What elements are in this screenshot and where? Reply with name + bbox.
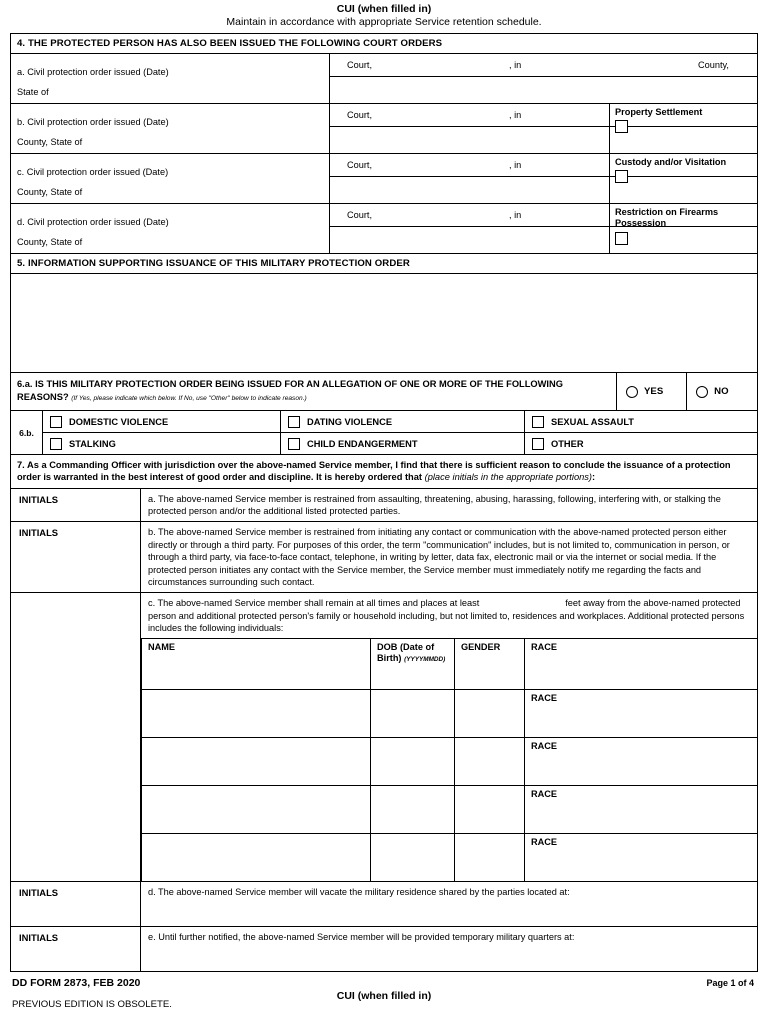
county-label-a: County, bbox=[698, 60, 729, 70]
section-6b-options-grid bbox=[43, 411, 757, 454]
provision-c-container bbox=[141, 593, 757, 880]
property-settlement-checkbox[interactable] bbox=[615, 120, 628, 133]
option-child-endangerment[interactable] bbox=[280, 433, 524, 454]
firearms-restriction-panel bbox=[609, 204, 757, 253]
checkbox-sexual-assault-icon[interactable] bbox=[532, 416, 544, 428]
column-header-dob-label: DOB (Date of Birth) bbox=[377, 641, 435, 663]
radio-no-icon[interactable] bbox=[696, 386, 708, 398]
cui-banner-top: CUI (when filled in) bbox=[336, 3, 432, 15]
custody-visitation-checkbox[interactable] bbox=[615, 170, 628, 183]
form-identifier: DD FORM 2873, FEB 2020 bbox=[12, 976, 141, 989]
section-6a bbox=[11, 373, 757, 411]
section-6b-tag: 6.b. bbox=[11, 411, 43, 454]
section-6a-no-option[interactable] bbox=[687, 373, 757, 410]
section-7-heading bbox=[11, 455, 757, 489]
court-order-a-input[interactable] bbox=[330, 77, 757, 103]
provision-row-b bbox=[11, 522, 757, 593]
radio-yes-icon[interactable] bbox=[626, 386, 638, 398]
initials-field-a[interactable]: INITIALS bbox=[11, 489, 141, 522]
section-6b bbox=[11, 411, 757, 455]
in-label-b: , in bbox=[509, 110, 522, 120]
document-footer bbox=[10, 977, 758, 1019]
previous-edition-notice: PREVIOUS EDITION IS OBSOLETE. bbox=[12, 998, 172, 1010]
section-6a-note: (If Yes, please indicate which below. If No, use "Other" below to indicate reason.) bbox=[71, 394, 307, 402]
option-dating-violence-label: DATING VIOLENCE bbox=[307, 416, 393, 427]
court-order-row-b bbox=[11, 104, 757, 154]
in-label-d: , in bbox=[509, 210, 522, 220]
section-7-heading-italic: (place initials in the appropriate portions) bbox=[424, 472, 593, 483]
property-settlement-panel bbox=[609, 104, 757, 153]
column-header-gender: GENDER bbox=[455, 639, 525, 689]
cell-dob[interactable] bbox=[371, 786, 455, 833]
form-frame bbox=[10, 33, 758, 972]
cell-gender[interactable] bbox=[455, 786, 525, 833]
table-row bbox=[142, 689, 757, 737]
provision-row-c bbox=[11, 593, 757, 881]
table-header-row bbox=[142, 639, 757, 689]
provision-row-d bbox=[11, 882, 757, 927]
cell-name[interactable] bbox=[142, 786, 371, 833]
provision-a-text: a. The above-named Service member is restrained from assaulting, threatening, abusing, harassing, following, interfering with, or stalking the protected person and/or the additional listed protected parties. bbox=[148, 493, 721, 516]
retention-notice: Maintain in accordance with appropriate Service retention schedule. bbox=[226, 16, 542, 28]
option-stalking-label: STALKING bbox=[69, 438, 116, 449]
table-row bbox=[142, 737, 757, 785]
initials-field-d[interactable]: INITIALS bbox=[11, 882, 141, 926]
cell-name[interactable] bbox=[142, 690, 371, 737]
initials-field-b[interactable]: INITIALS bbox=[11, 522, 141, 592]
table-row bbox=[142, 833, 757, 881]
court-order-d-state-label: County, State of bbox=[17, 237, 83, 247]
cell-dob[interactable] bbox=[371, 834, 455, 881]
court-order-a-right bbox=[330, 54, 757, 103]
option-domestic-violence[interactable] bbox=[43, 411, 280, 432]
court-label-d: Court, bbox=[347, 210, 373, 220]
column-header-dob bbox=[371, 639, 455, 689]
section-6b-row-2 bbox=[43, 433, 757, 454]
option-stalking[interactable] bbox=[43, 433, 280, 454]
court-order-a-state-label: State of bbox=[17, 87, 49, 97]
section-7-heading-bold: 7. As a Commanding Officer with jurisdiction over the above-named Service member, I find that there is sufficient reason to conclude the issuance of a protection order is warranted in the best interest of good order and discipline. It is hereby ordered that bbox=[17, 460, 731, 483]
option-sexual-assault[interactable] bbox=[524, 411, 757, 432]
page-number: Page 1 of 4 bbox=[706, 977, 754, 988]
cui-banner-bottom: CUI (when filled in) bbox=[336, 989, 432, 1002]
court-order-b-left bbox=[11, 104, 330, 153]
provision-c-text-part1: c. The above-named Service member shall remain at all times and places at least bbox=[148, 598, 480, 609]
section-5-title: 5. INFORMATION SUPPORTING ISSUANCE OF THIS MILITARY PROTECTION ORDER bbox=[11, 254, 757, 274]
court-order-d-date-label: d. Civil protection order issued (Date) bbox=[17, 217, 169, 227]
checkbox-other-icon[interactable] bbox=[532, 438, 544, 450]
court-label-b: Court, bbox=[347, 110, 373, 120]
provision-d-text: d. The above-named Service member will vacate the military residence shared by the parties located at: bbox=[148, 886, 570, 897]
option-domestic-violence-label: DOMESTIC VIOLENCE bbox=[69, 416, 169, 427]
court-label-a: Court, bbox=[347, 60, 373, 70]
cell-name[interactable] bbox=[142, 834, 371, 881]
cell-race[interactable]: RACE bbox=[531, 692, 558, 703]
section-6b-row-1 bbox=[43, 411, 757, 433]
section-6a-no-label: NO bbox=[714, 386, 729, 397]
provision-b-text: b. The above-named Service member is restrained from initiating any contact or communication with the above-named protected person either directly or through a third party. For purposes of this order, the term "communication" includes, but is not limited to, communication in person, or through a third party, via face-to-face contact, telephone, in writing by letter, data fax, electronic mail or via the internet or social media. If the protected person initiates any contact with the Service member, the Service member must immediately notify me regarding the facts and circumstances surrounding such contact. bbox=[148, 527, 730, 588]
column-header-dob-format: (YYYYMMDD) bbox=[404, 655, 446, 663]
court-order-c-left bbox=[11, 154, 330, 203]
option-other-label: OTHER bbox=[551, 438, 584, 449]
option-other[interactable] bbox=[524, 433, 757, 454]
provision-c-text bbox=[141, 593, 757, 637]
cell-name[interactable] bbox=[142, 738, 371, 785]
document-header bbox=[10, 0, 758, 29]
cell-gender[interactable] bbox=[455, 690, 525, 737]
court-order-a-left bbox=[11, 54, 330, 103]
checkbox-stalking-icon[interactable] bbox=[50, 438, 62, 450]
initials-field-e[interactable]: INITIALS bbox=[11, 927, 141, 971]
section-5-textarea[interactable] bbox=[11, 274, 757, 373]
section-4-title: 4. THE PROTECTED PERSON HAS ALSO BEEN ISSUED THE FOLLOWING COURT ORDERS bbox=[11, 34, 757, 54]
checkbox-dating-violence-icon[interactable] bbox=[288, 416, 300, 428]
section-6a-yes-label: YES bbox=[644, 386, 664, 397]
court-order-c-state-label: County, State of bbox=[17, 187, 83, 197]
court-order-row-c bbox=[11, 154, 757, 204]
court-order-d-left bbox=[11, 204, 330, 253]
firearms-restriction-checkbox[interactable] bbox=[615, 232, 628, 245]
cell-race[interactable]: RACE bbox=[531, 740, 558, 751]
section-7-heading-tail: : bbox=[592, 472, 596, 483]
checkbox-domestic-violence-icon[interactable] bbox=[50, 416, 62, 428]
option-child-endangerment-label: CHILD ENDANGERMENT bbox=[307, 438, 418, 449]
option-sexual-assault-label: SEXUAL ASSAULT bbox=[551, 416, 634, 427]
section-6a-yes-option[interactable] bbox=[617, 373, 687, 410]
cell-dob[interactable] bbox=[371, 690, 455, 737]
in-label-a: , in bbox=[509, 60, 522, 70]
court-order-a-date-label: a. Civil protection order issued (Date) bbox=[17, 67, 169, 77]
cell-dob[interactable] bbox=[371, 738, 455, 785]
option-dating-violence[interactable] bbox=[280, 411, 524, 432]
additional-protected-persons-table bbox=[141, 638, 757, 881]
court-order-row-d bbox=[11, 204, 757, 254]
property-settlement-label: Property Settlement bbox=[615, 107, 703, 117]
custody-visitation-label: Custody and/or Visitation bbox=[615, 157, 727, 167]
checkbox-child-endangerment-icon[interactable] bbox=[288, 438, 300, 450]
initials-field-c[interactable] bbox=[11, 593, 141, 880]
in-label-c: , in bbox=[509, 160, 522, 170]
column-header-race: RACE bbox=[531, 641, 558, 652]
custody-visitation-panel bbox=[609, 154, 757, 203]
section-6a-question-text: 6.a. IS THIS MILITARY PROTECTION ORDER BEING ISSUED FOR AN ALLEGATION OF ONE OR MORE OF THE FOLLOWING REASONS? bbox=[17, 379, 563, 402]
provision-row-a bbox=[11, 489, 757, 523]
cell-gender[interactable] bbox=[455, 834, 525, 881]
provision-row-e bbox=[11, 927, 757, 971]
table-row bbox=[142, 785, 757, 833]
court-order-b-state-label: County, State of bbox=[17, 137, 83, 147]
court-order-a-court-line bbox=[330, 54, 757, 77]
cell-race[interactable]: RACE bbox=[531, 788, 558, 799]
firearms-restriction-label: Restriction on Firearms Possession bbox=[615, 207, 719, 228]
section-6a-question bbox=[11, 373, 617, 410]
provision-e-text: e. Until further notified, the above-named Service member will be provided temporary military quarters at: bbox=[148, 931, 575, 942]
provision-c-text-part2: feet away from the above-named protected person and additional protected person's family or household including, but not limited to, residences and workplaces. Additional protected persons includes the following individuals: bbox=[148, 598, 745, 634]
cell-race[interactable]: RACE bbox=[531, 836, 558, 847]
court-label-c: Court, bbox=[347, 160, 373, 170]
court-order-row-a bbox=[11, 54, 757, 104]
court-order-b-date-label: b. Civil protection order issued (Date) bbox=[17, 117, 169, 127]
column-header-name: NAME bbox=[142, 639, 371, 689]
cell-gender[interactable] bbox=[455, 738, 525, 785]
court-order-c-date-label: c. Civil protection order issued (Date) bbox=[17, 167, 169, 177]
